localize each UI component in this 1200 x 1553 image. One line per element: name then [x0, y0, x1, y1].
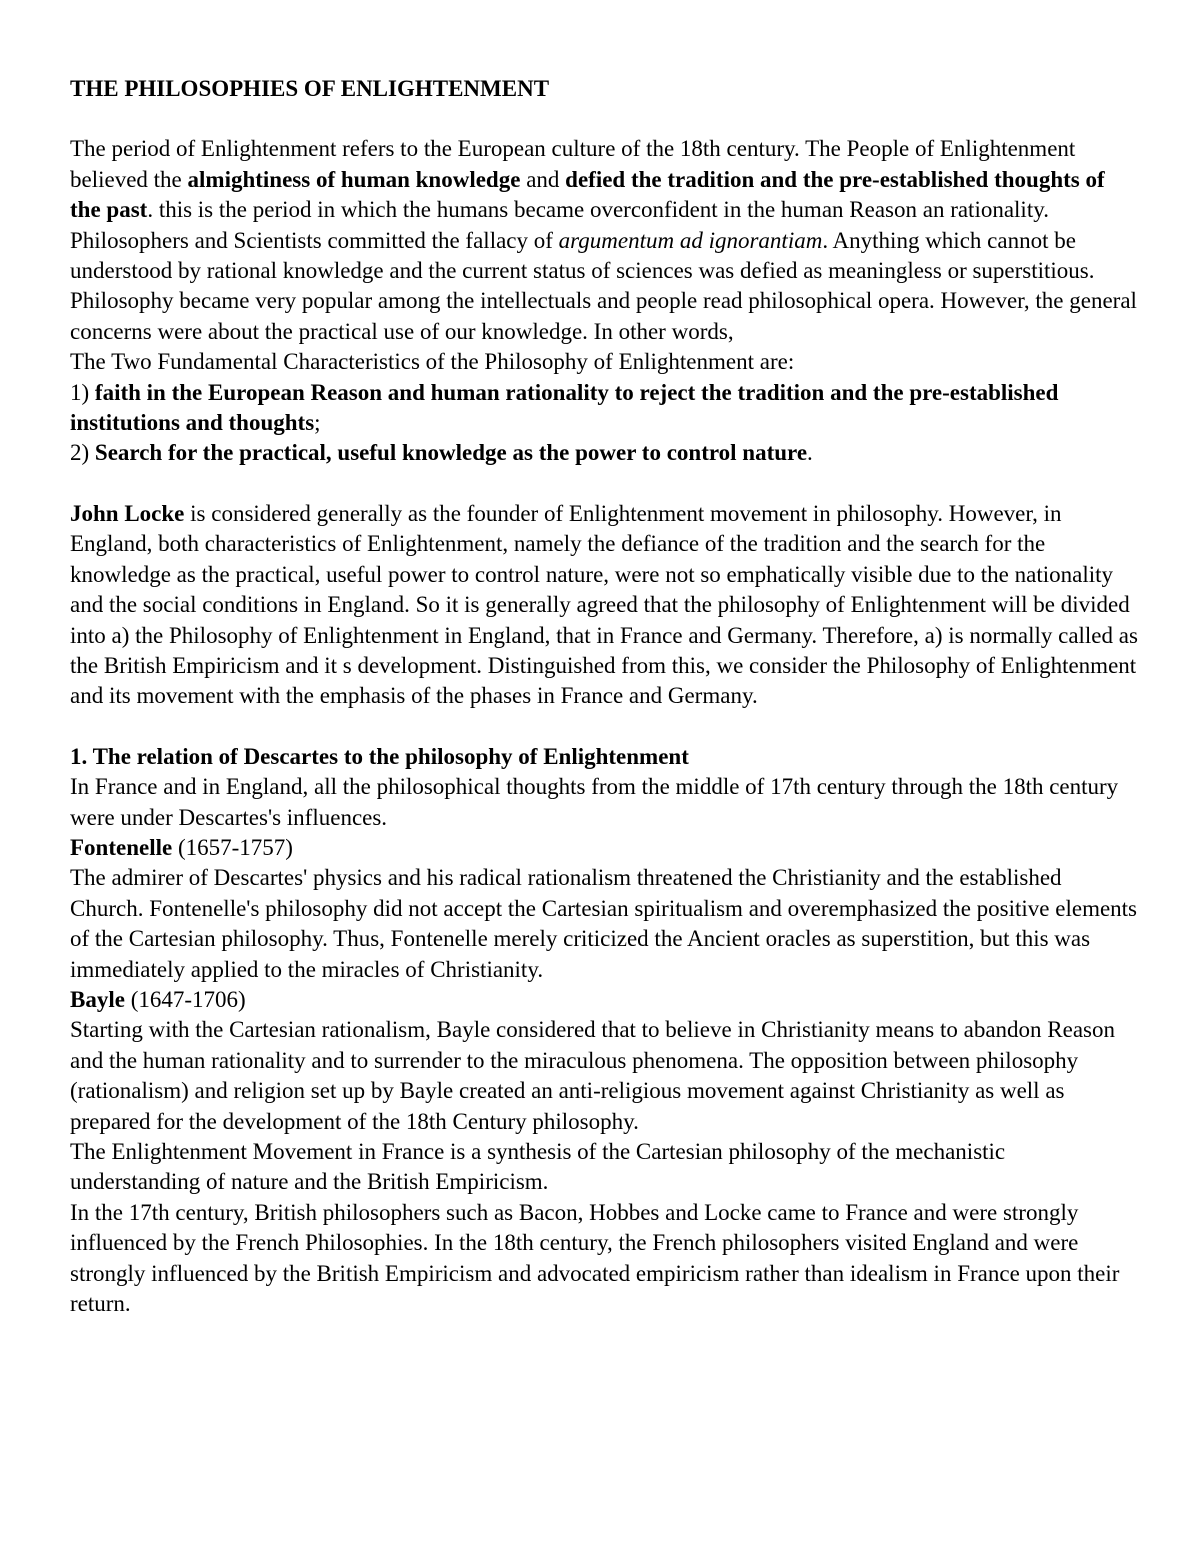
fontenelle-text: The admirer of Descartes' physics and his radical rationalism threatened the Christianity and the established Church. Fontenelle's philosophy did not accept the Cartesian spiritualism and overemphasized the positive elements of the Cartesian philosophy. Thus, Fontenelle merely criticized the Ancient oracles as superstition, but this was immediately applied to the miracles of Christianity.	[70, 865, 1138, 982]
intro-text-2: and	[520, 166, 566, 192]
characteristics-heading: The Two Fundamental Characteristics of the Philosophy of Enlightenment are:	[70, 349, 795, 375]
fontenelle-name: Fontenelle	[70, 834, 173, 860]
france-synthesis-paragraph: The Enlightenment Movement in France is a synthesis of the Cartesian philosophy of the mechanistic understanding of nature and the British Empiricism.	[70, 1139, 1006, 1195]
fontenelle-dates: (1657-1757)	[172, 834, 293, 860]
bayle-name: Bayle	[70, 986, 125, 1012]
bayle-dates: (1647-1706)	[124, 986, 246, 1012]
intro-bold-2: defied the tradition and the pre-established thoughts of the past	[70, 166, 1105, 223]
characteristic-number: 1)	[70, 379, 95, 405]
characteristic-text: faith in the European Reason and human rationality to reject the tradition and the pre-established institutions and thoughts	[70, 379, 1059, 436]
characteristic-number: 2)	[70, 440, 95, 466]
exchange-paragraph: In the 17th century, British philosophers such as Bacon, Hobbes and Locke came to France and were strongly influenced by the French Philosophies. In the 18th century, the French philosophers visited England and were strongly influenced by the British Empiricism and advocated empiricism rather than idealism in France upon their return.	[70, 1199, 1120, 1317]
paragraph-gap	[70, 469, 1140, 499]
characteristic-item-1	[70, 378, 1140, 439]
intro-italic-1: argumentum ad ignorantiam	[558, 227, 823, 253]
fontenelle-heading	[70, 833, 1140, 863]
characteristic-punct: .	[807, 440, 813, 466]
intro-text-3: . this is the period in which the humans became overconfident in the human Reason an rationality. Philosophers and Scientists committed the fallacy of	[70, 197, 1049, 253]
bayle-heading	[70, 985, 1140, 1015]
intro-text-1: The period of Enlightenment refers to the European culture of the 18th century. The People of Enlightenment believed the	[70, 136, 1076, 192]
intro-bold-1: almightiness of human knowledge	[187, 166, 521, 192]
document-page	[70, 74, 1140, 1319]
document-title: THE PHILOSOPHIES OF ENLIGHTENMENT	[70, 76, 550, 101]
locke-text: is considered generally as the founder of Enlightenment movement in philosophy. However, in England, both characteristics of Enlightenment, namely the defiance of the tradition and the search for the knowledge as the practical, useful power to control nature, were not so emphatically visible due to the nationality and the social conditions in England. So it is generally agreed that the philosophy of Enlightenment will be divided into a) the Philosophy of Enlightenment in England, that in France and Germany. Therefore, a) is normally called as the British Empiricism and it s development. Distinguished from this, we consider the Philosophy of Enlightenment and its movement with the emphasis of the phases in France and Germany.	[70, 500, 1138, 709]
locke-name: John Locke	[70, 500, 185, 526]
intro-text-4: . Anything which cannot be understood by rational knowledge and the current status of sciences was defied as meaningless or superstitious. Philosophy became very popular among the intellectuals and people read philosophical opera. However, the general concerns were about the practical use of our knowledge. In other words,	[70, 227, 1137, 344]
intro-paragraph	[70, 134, 1140, 347]
bayle-text: Starting with the Cartesian rationalism, Bayle considered that to believe in Christianity means to abandon Reason and the human rationality and to surrender to the miraculous phenomena. The opposition between philosophy (rationalism) and religion set up by Bayle created an anti-religious movement against Christianity as well as prepared for the development of the 18th Century philosophy.	[70, 1017, 1115, 1134]
characteristic-item-2	[70, 438, 1140, 468]
locke-paragraph	[70, 499, 1140, 712]
characteristic-punct: ;	[314, 410, 321, 436]
characteristic-text: Search for the practical, useful knowledge as the power to control nature	[94, 440, 808, 466]
paragraph-gap	[70, 712, 1140, 742]
section-1-text: In France and in England, all the philosophical thoughts from the middle of 17th century through the 18th century were under Descartes's influences.	[70, 774, 1119, 830]
section-1-heading: 1. The relation of Descartes to the philosophy of Enlightenment	[70, 743, 689, 769]
